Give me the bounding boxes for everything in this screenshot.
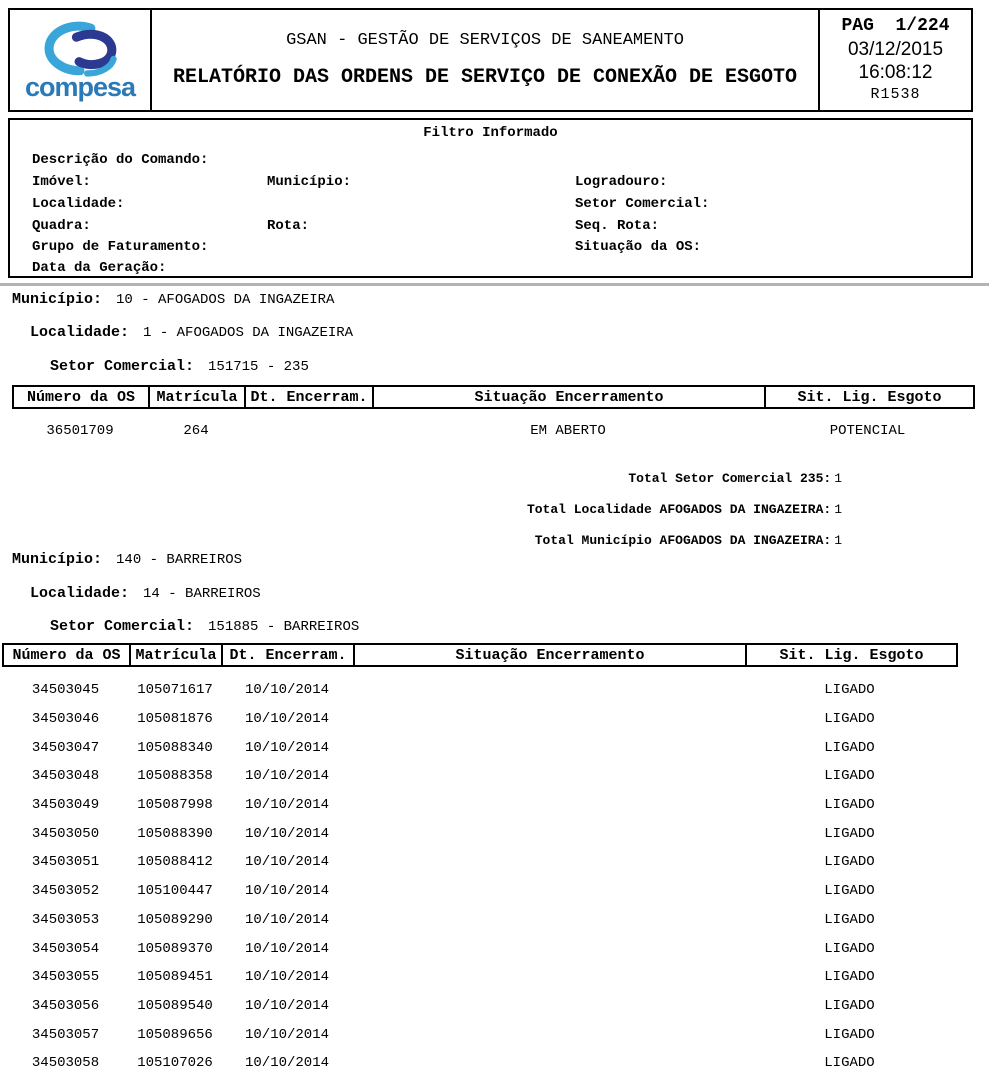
filter-label-quadra: Quadra: [32,218,91,234]
cell-dt-encerram: 10/10/2014 [244,825,329,842]
total-value: 1 [834,533,842,548]
cell-sit-lig-esgoto: LIGADO [824,940,875,957]
cell-numero-os: 34503046 [31,711,100,728]
cell-dt-encerram: 10/10/2014 [244,1055,329,1072]
cell-numero-os: 34503052 [31,883,100,900]
setor-comercial-heading [50,618,359,635]
filter-label-data-geracao: Data da Geração: [32,260,167,276]
cell-sit-lig-esgoto: LIGADO [824,883,875,900]
filter-label-localidade: Localidade: [32,196,125,212]
cell-numero-os: 34503057 [31,1026,100,1043]
cell-situacao-encerramento: EM ABERTO [530,423,606,439]
cell-matricula: 264 [183,423,209,439]
cell-dt-encerram: 10/10/2014 [244,940,329,957]
filter-label-logradouro: Logradouro: [575,174,668,190]
column-header-sit-lig-esgoto: Sit. Lig. Esgoto [797,388,942,406]
table-row [2,791,958,820]
table-row [2,733,958,762]
cell-sit-lig-esgoto: LIGADO [824,1026,875,1043]
localidade-value: 14 - BARREIROS [143,586,261,602]
table-row [12,420,975,442]
cell-sit-lig-esgoto: LIGADO [824,682,875,699]
section-divider [0,283,989,286]
cell-matricula: 105088358 [137,768,213,785]
total-value: 1 [834,471,842,486]
table-row [2,906,958,935]
table-body-section2 [2,676,958,1078]
cell-dt-encerram: 10/10/2014 [244,682,329,699]
cell-sit-lig-esgoto: LIGADO [824,739,875,756]
cell-sit-lig-esgoto: LIGADO [824,854,875,871]
municipio-value: 140 - BARREIROS [116,552,243,568]
cell-sit-lig-esgoto: LIGADO [824,711,875,728]
report-date: 03/12/2015 [847,39,944,60]
cell-numero-os: 36501709 [46,423,114,439]
filter-label-descricao-comando: Descrição do Comando: [32,152,209,168]
cell-matricula: 105088412 [137,854,213,871]
column-header-situacao-encerramento: Situação Encerramento [374,387,766,407]
cell-dt-encerram: 10/10/2014 [244,911,329,928]
total-value: 1 [834,502,842,517]
table-row [2,1049,958,1078]
column-header-dt-encerram: Dt. Encerram. [223,645,355,665]
municipio-heading [12,291,334,308]
table-row [2,762,958,791]
report-title-block [152,10,820,110]
setor-comercial-value: 151885 - BARREIROS [208,619,360,635]
cell-matricula: 105088340 [137,739,213,756]
page-number: PAG 1/224 [841,16,950,36]
cell-numero-os: 34503054 [31,940,100,957]
cell-numero-os: 34503048 [31,768,100,785]
page-info-block [820,10,971,110]
municipio-label: Município: [12,551,103,568]
cell-sit-lig-esgoto: LIGADO [824,768,875,785]
total-label: Total Localidade AFOGADOS DA INGAZEIRA: [526,502,832,517]
filter-panel [8,118,973,278]
report-code: R1538 [870,86,921,103]
column-header-sit-lig-esgoto: Sit. Lig. Esgoto [779,646,924,664]
filter-panel-title: Filtro Informado [423,125,558,141]
table-row [2,705,958,734]
cell-sit-lig-esgoto: LIGADO [824,797,875,814]
column-header-numero-os: Número da OS [4,645,131,665]
cell-sit-lig-esgoto: LIGADO [824,1055,875,1072]
cell-sit-lig-esgoto: POTENCIAL [829,423,906,439]
cell-matricula: 105089656 [137,1026,213,1043]
cell-dt-encerram: 10/10/2014 [244,768,329,785]
cell-matricula: 105089451 [137,969,213,986]
table-row [2,819,958,848]
filter-label-situacao-os: Situação da OS: [575,239,702,255]
localidade-label: Localidade: [30,324,130,341]
filter-label-rota: Rota: [267,218,310,234]
column-header-dt-encerram: Dt. Encerram. [246,387,374,407]
setor-comercial-value: 151715 - 235 [208,359,309,375]
filter-label-imovel: Imóvel: [32,174,91,190]
filter-label-setor-comercial: Setor Comercial: [575,196,710,212]
column-header-numero-os: Número da OS [14,387,150,407]
cell-numero-os: 34503047 [31,739,100,756]
column-header-situacao-encerramento: Situação Encerramento [355,645,747,665]
cell-dt-encerram: 10/10/2014 [244,883,329,900]
total-label: Total Município AFOGADOS DA INGAZEIRA: [534,533,832,548]
cell-sit-lig-esgoto: LIGADO [824,969,875,986]
cell-sit-lig-esgoto: LIGADO [824,825,875,842]
cell-dt-encerram: 10/10/2014 [244,969,329,986]
cell-dt-encerram: 10/10/2014 [244,854,329,871]
table-header-section1 [12,385,975,409]
setor-comercial-label: Setor Comercial: [50,618,195,635]
report-header [8,8,973,112]
cell-numero-os: 34503058 [31,1055,100,1072]
cell-numero-os: 34503050 [31,825,100,842]
cell-numero-os: 34503045 [31,682,100,699]
filter-label-municipio: Município: [267,174,352,190]
compesa-logo [10,10,152,110]
table-row [2,1020,958,1049]
total-label: Total Setor Comercial 235: [628,471,832,486]
cell-matricula: 105089370 [137,940,213,957]
table-row [2,934,958,963]
localidade-label: Localidade: [30,585,130,602]
cell-matricula: 105107026 [137,1055,213,1072]
localidade-value: 1 - AFOGADOS DA INGAZEIRA [143,325,354,341]
setor-comercial-heading [50,358,309,375]
cell-dt-encerram: 10/10/2014 [244,997,329,1014]
cell-matricula: 105089290 [137,911,213,928]
cell-dt-encerram: 10/10/2014 [244,797,329,814]
system-title: GSAN - GESTÃO DE SERVIÇOS DE SANEAMENTO [286,31,684,50]
compesa-swirl-icon [32,20,128,78]
table-row [2,877,958,906]
cell-matricula: 105087998 [137,797,213,814]
setor-comercial-label: Setor Comercial: [50,358,195,375]
filter-label-seq-rota: Seq. Rota: [575,218,660,234]
table-row [2,963,958,992]
column-header-matricula: Matrícula [150,387,246,407]
cell-dt-encerram: 10/10/2014 [244,1026,329,1043]
cell-dt-encerram: 10/10/2014 [244,711,329,728]
cell-sit-lig-esgoto: LIGADO [824,911,875,928]
table-row [2,992,958,1021]
cell-matricula: 105071617 [137,682,213,699]
municipio-label: Município: [12,291,103,308]
localidade-heading [30,324,353,341]
column-header-matricula: Matrícula [131,645,223,665]
cell-matricula: 105081876 [137,711,213,728]
cell-matricula: 105089540 [137,997,213,1014]
cell-matricula: 105088390 [137,825,213,842]
cell-sit-lig-esgoto: LIGADO [824,997,875,1014]
filter-label-grupo-faturamento: Grupo de Faturamento: [32,239,209,255]
report-time: 16:08:12 [858,62,933,83]
compesa-logo-text: compesa [24,71,136,102]
cell-numero-os: 34503056 [31,997,100,1014]
localidade-heading [30,585,261,602]
cell-numero-os: 34503055 [31,969,100,986]
cell-dt-encerram: 10/10/2014 [244,739,329,756]
report-title: RELATÓRIO DAS ORDENS DE SERVIÇO DE CONEXÃO DE ESGOTO [172,66,798,89]
municipio-heading [12,551,242,568]
cell-numero-os: 34503051 [31,854,100,871]
municipio-value: 10 - AFOGADOS DA INGAZEIRA [116,292,335,308]
cell-numero-os: 34503053 [31,911,100,928]
cell-matricula: 105100447 [137,883,213,900]
table-header-section2 [2,643,958,667]
table-row [2,676,958,705]
cell-numero-os: 34503049 [31,797,100,814]
table-row [2,848,958,877]
